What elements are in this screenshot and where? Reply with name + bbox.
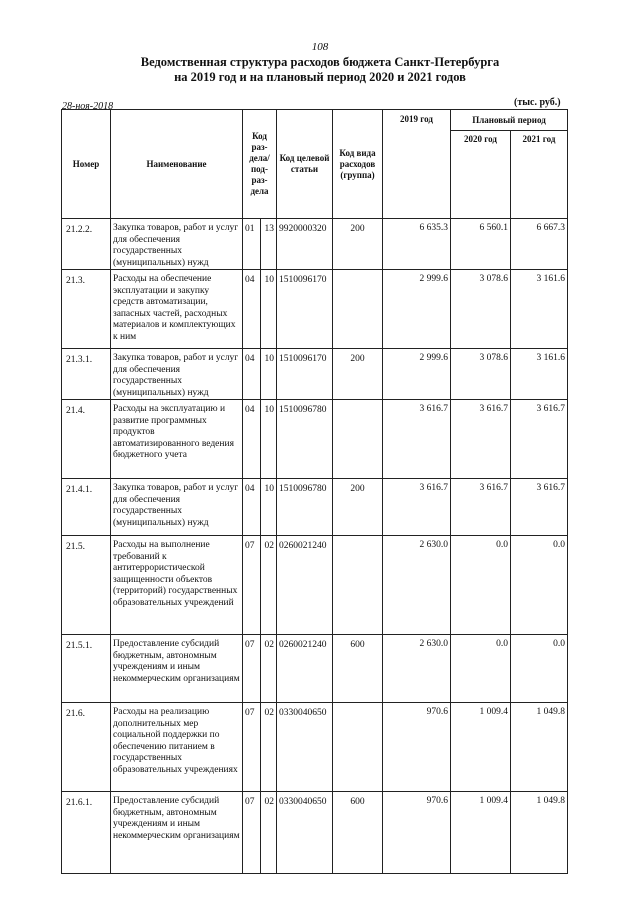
row-number: 21.3. [62,270,111,349]
row-number: 21.2.2. [62,219,111,270]
row-expense-type [333,703,383,792]
row-name: Расходы на выполнение требований к антитеррористической защищенности объектов (территорий) государственных образовательных учреждений [111,536,243,635]
header-2019: 2019 год [383,110,451,219]
row-2019: 3 616.7 [383,400,451,479]
row-name: Расходы на реализацию дополнительных мер социальной поддержки по обеспечению питанием в государственных образовательных учреждениях [111,703,243,792]
row-number: 21.6. [62,703,111,792]
row-expense-type: 600 [333,792,383,874]
row-name: Закупка товаров, работ и услуг для обеспечения государственных (муниципальных) нужд [111,349,243,400]
table-row [62,270,568,349]
row-section: 07 [243,635,261,703]
row-number: 21.4. [62,400,111,479]
row-section: 04 [243,270,261,349]
row-name: Закупка товаров, работ и услуг для обеспечения государственных (муниципальных) нужд [111,479,243,536]
header-number: Номер [62,110,111,219]
row-target: 1510096780 [277,479,333,536]
table-row [62,536,568,635]
row-section: 07 [243,792,261,874]
row-2021: 3 616.7 [511,479,568,536]
row-section: 07 [243,536,261,635]
header-target: Код целевой статьи [277,110,333,219]
row-number: 21.5.1. [62,635,111,703]
row-2020: 3 616.7 [451,479,511,536]
row-name: Предоставление субсидий бюджетным, автономным учреждениям и иным некоммерческим организациям [111,635,243,703]
header-2021: 2021 год [511,131,568,219]
units-label: (тыс. руб.) [514,97,561,108]
header-name: Наименование [111,110,243,219]
row-name: Расходы на эксплуатацию и развитие программных продуктов автоматизированного ведения бюджетного учета [111,400,243,479]
budget-table [61,109,568,874]
page-number: 108 [311,41,329,53]
row-target: 0260021240 [277,635,333,703]
row-expense-type: 200 [333,219,383,270]
row-target: 1510096170 [277,270,333,349]
row-target: 0330040650 [277,792,333,874]
row-target: 0260021240 [277,536,333,635]
header-planned-period: Плановый период [451,110,568,131]
row-2019: 2 999.6 [383,349,451,400]
row-section: 07 [243,703,261,792]
row-number: 21.4.1. [62,479,111,536]
row-2020: 3 078.6 [451,349,511,400]
row-2021: 6 667.3 [511,219,568,270]
row-section: 04 [243,400,261,479]
row-subsection: 10 [261,349,277,400]
row-target: 0330040650 [277,703,333,792]
row-2020: 3 616.7 [451,400,511,479]
row-2019: 3 616.7 [383,479,451,536]
row-target: 1510096170 [277,349,333,400]
row-2020: 0.0 [451,635,511,703]
row-subsection: 13 [261,219,277,270]
row-number: 21.6.1. [62,792,111,874]
row-number: 21.3.1. [62,349,111,400]
row-number: 21.5. [62,536,111,635]
row-name: Предоставление субсидий бюджетным, автономным учреждениям и иным некоммерческим организациям [111,792,243,874]
row-2019: 970.6 [383,792,451,874]
row-2021: 3 616.7 [511,400,568,479]
row-subsection: 02 [261,635,277,703]
row-2021: 1 049.8 [511,703,568,792]
row-2020: 6 560.1 [451,219,511,270]
table-row [62,349,568,400]
row-name: Закупка товаров, работ и услуг для обеспечения государственных (муниципальных) нужд [111,219,243,270]
header-section: Код раз-дела/ под-раз-дела [243,110,277,219]
row-subsection: 02 [261,536,277,635]
row-2019: 2 630.0 [383,635,451,703]
row-target: 9920000320 [277,219,333,270]
row-section: 04 [243,349,261,400]
row-subsection: 02 [261,703,277,792]
row-2019: 2 999.6 [383,270,451,349]
row-name: Расходы на обеспечение эксплуатации и закупку средств автоматизации, запасных частей, расходных материалов и комплектующих к ним [111,270,243,349]
row-2021: 3 161.6 [511,349,568,400]
row-2021: 3 161.6 [511,270,568,349]
row-section: 01 [243,219,261,270]
row-section: 04 [243,479,261,536]
document-date: 28-ноя-2018 [62,101,114,112]
header-2020: 2020 год [451,131,511,219]
table-row [62,703,568,792]
row-expense-type [333,536,383,635]
row-subsection: 10 [261,270,277,349]
row-expense-type: 200 [333,349,383,400]
row-2021: 0.0 [511,536,568,635]
table-row [62,635,568,703]
row-expense-type: 200 [333,479,383,536]
row-expense-type [333,400,383,479]
row-2020: 3 078.6 [451,270,511,349]
row-expense-type: 600 [333,635,383,703]
row-subsection: 10 [261,479,277,536]
row-2019: 970.6 [383,703,451,792]
row-subsection: 10 [261,400,277,479]
row-2020: 1 009.4 [451,703,511,792]
row-2019: 6 635.3 [383,219,451,270]
row-2021: 0.0 [511,635,568,703]
header-expense-type: Код вида расходов (группа) [333,110,383,219]
document-title [60,55,580,85]
row-subsection: 02 [261,792,277,874]
table-row [62,400,568,479]
row-2019: 2 630.0 [383,536,451,635]
row-target: 1510096780 [277,400,333,479]
row-2020: 0.0 [451,536,511,635]
title-line-1: Ведомственная структура расходов бюджета Санкт-Петербурга [140,55,500,69]
row-2020: 1 009.4 [451,792,511,874]
row-expense-type [333,270,383,349]
row-2021: 1 049.8 [511,792,568,874]
title-line-2: на 2019 год и на плановый период 2020 и 2021 годов [174,70,466,84]
table-row [62,479,568,536]
table-row [62,219,568,270]
table-row [62,792,568,874]
